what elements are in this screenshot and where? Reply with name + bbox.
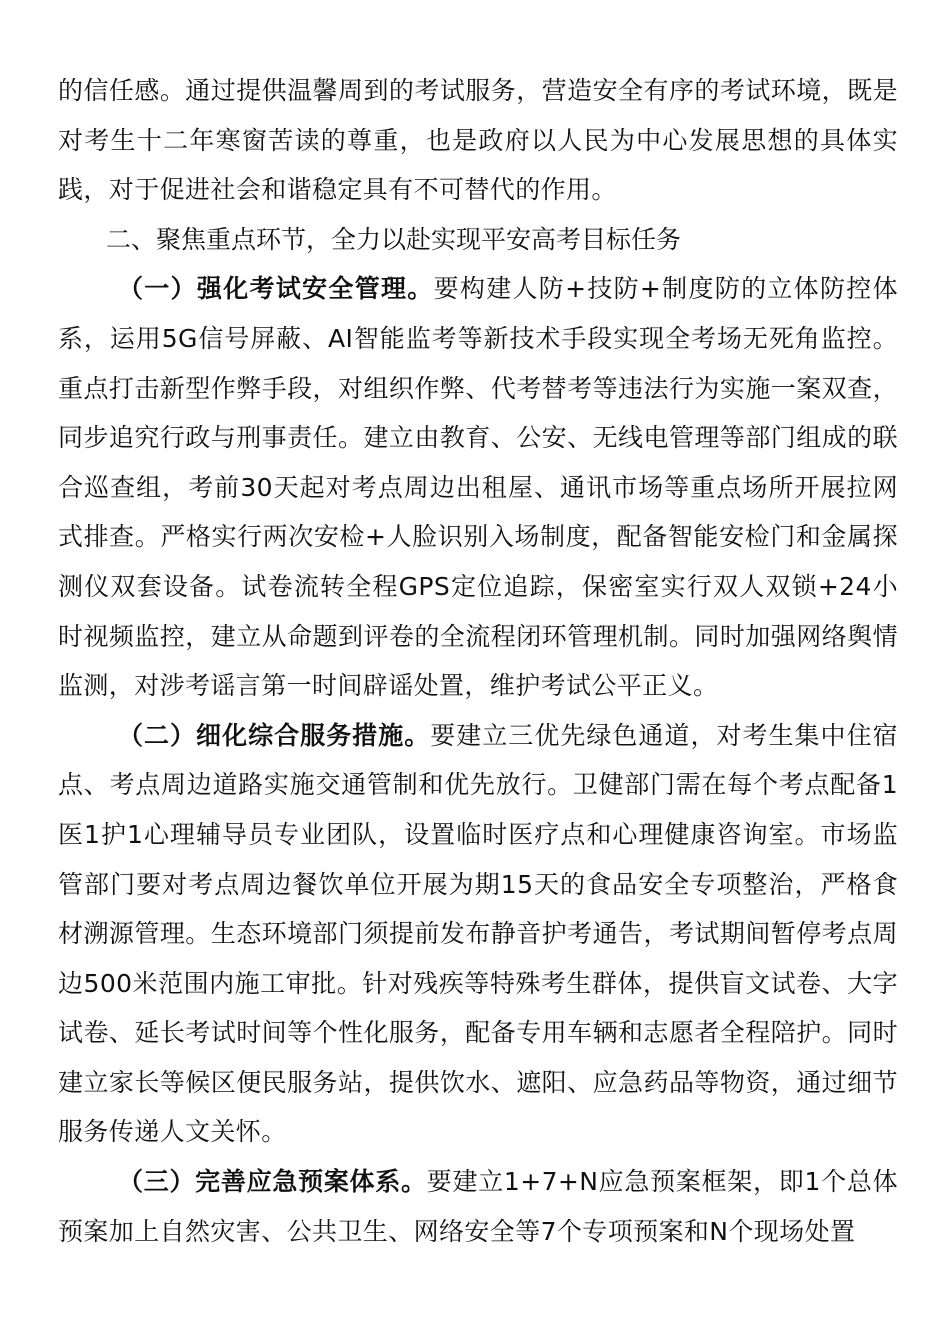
section-heading-text: 二、聚焦重点环节，全力以赴实现平安高考目标任务 <box>106 224 682 254</box>
subsection-text: 要建立三优先绿色通道，对考生集中住宿点、考点周边道路实施交通管制和优先放行。卫健部门需在每个考点配备1医1护1心理辅导员专业团队，设置临时医疗点和心理健康咨询室。市场监管部门要对考点周边餐饮单位开展为期15天的食品安全专项整治，严格食材溯源管理。生态环境部门须提前发布静音护考通告，考试期间暂停考点周边500米范围内施工审批。针对残疾等特殊考生群体，提供盲文试卷、大字试卷、延长考试时间等个性化服务，配备专用车辆和志愿者全程陪护。同时建立家长等候区便民服务站，提供饮水、遮阳、应急药品等物资，通过细节服务传递人文关怀。 <box>58 720 898 1147</box>
subsection-paragraph-1 <box>58 264 898 710</box>
subsection-paragraph-2 <box>58 711 898 1157</box>
subsection-text: 要建立1+7+N应急预案框架，即1个总体预案加上自然灾害、公共卫生、网络安全等7个专项预案和N个现场处置 <box>58 1167 898 1246</box>
subsection-lead: （一）强化考试安全管理。 <box>118 274 434 304</box>
subsection-text: 要构建人防+技防+制度防的立体防控体系，运用5G信号屏蔽、AI智能监考等新技术手段实现全考场无死角监控。重点打击新型作弊手段，对组织作弊、代考替考等违法行为实施一案双查，同步追究行政与刑事责任。建立由教育、公安、无线电管理等部门组成的联合巡查组，考前30天起对考点周边出租屋、通讯市场等重点场所开展拉网式排查。严格实行两次安检+人脸识别入场制度，配备智能安检门和金属探测仪双套设备。试卷流转全程GPS定位追踪，保密室实行双人双锁+24小时视频监控，建立从命题到评卷的全流程闭环管理机制。同时加强网络舆情监测，对涉考谣言第一时间辟谣处置，维护考试公平正义。 <box>58 274 898 701</box>
subsection-paragraph-3 <box>58 1157 898 1256</box>
subsection-lead: （二）细化综合服务措施。 <box>118 720 431 750</box>
paragraph-text: 的信任感。通过提供温馨周到的考试服务，营造安全有序的考试环境，既是对考生十二年寒窗苦读的尊重，也是政府以人民为中心发展思想的具体实践，对于促进社会和谐稳定具有不可替代的作用。 <box>58 76 898 205</box>
document-page <box>58 66 898 1256</box>
body-paragraph <box>58 66 898 215</box>
section-heading <box>58 215 898 265</box>
subsection-lead: （三）完善应急预案体系。 <box>118 1167 427 1197</box>
